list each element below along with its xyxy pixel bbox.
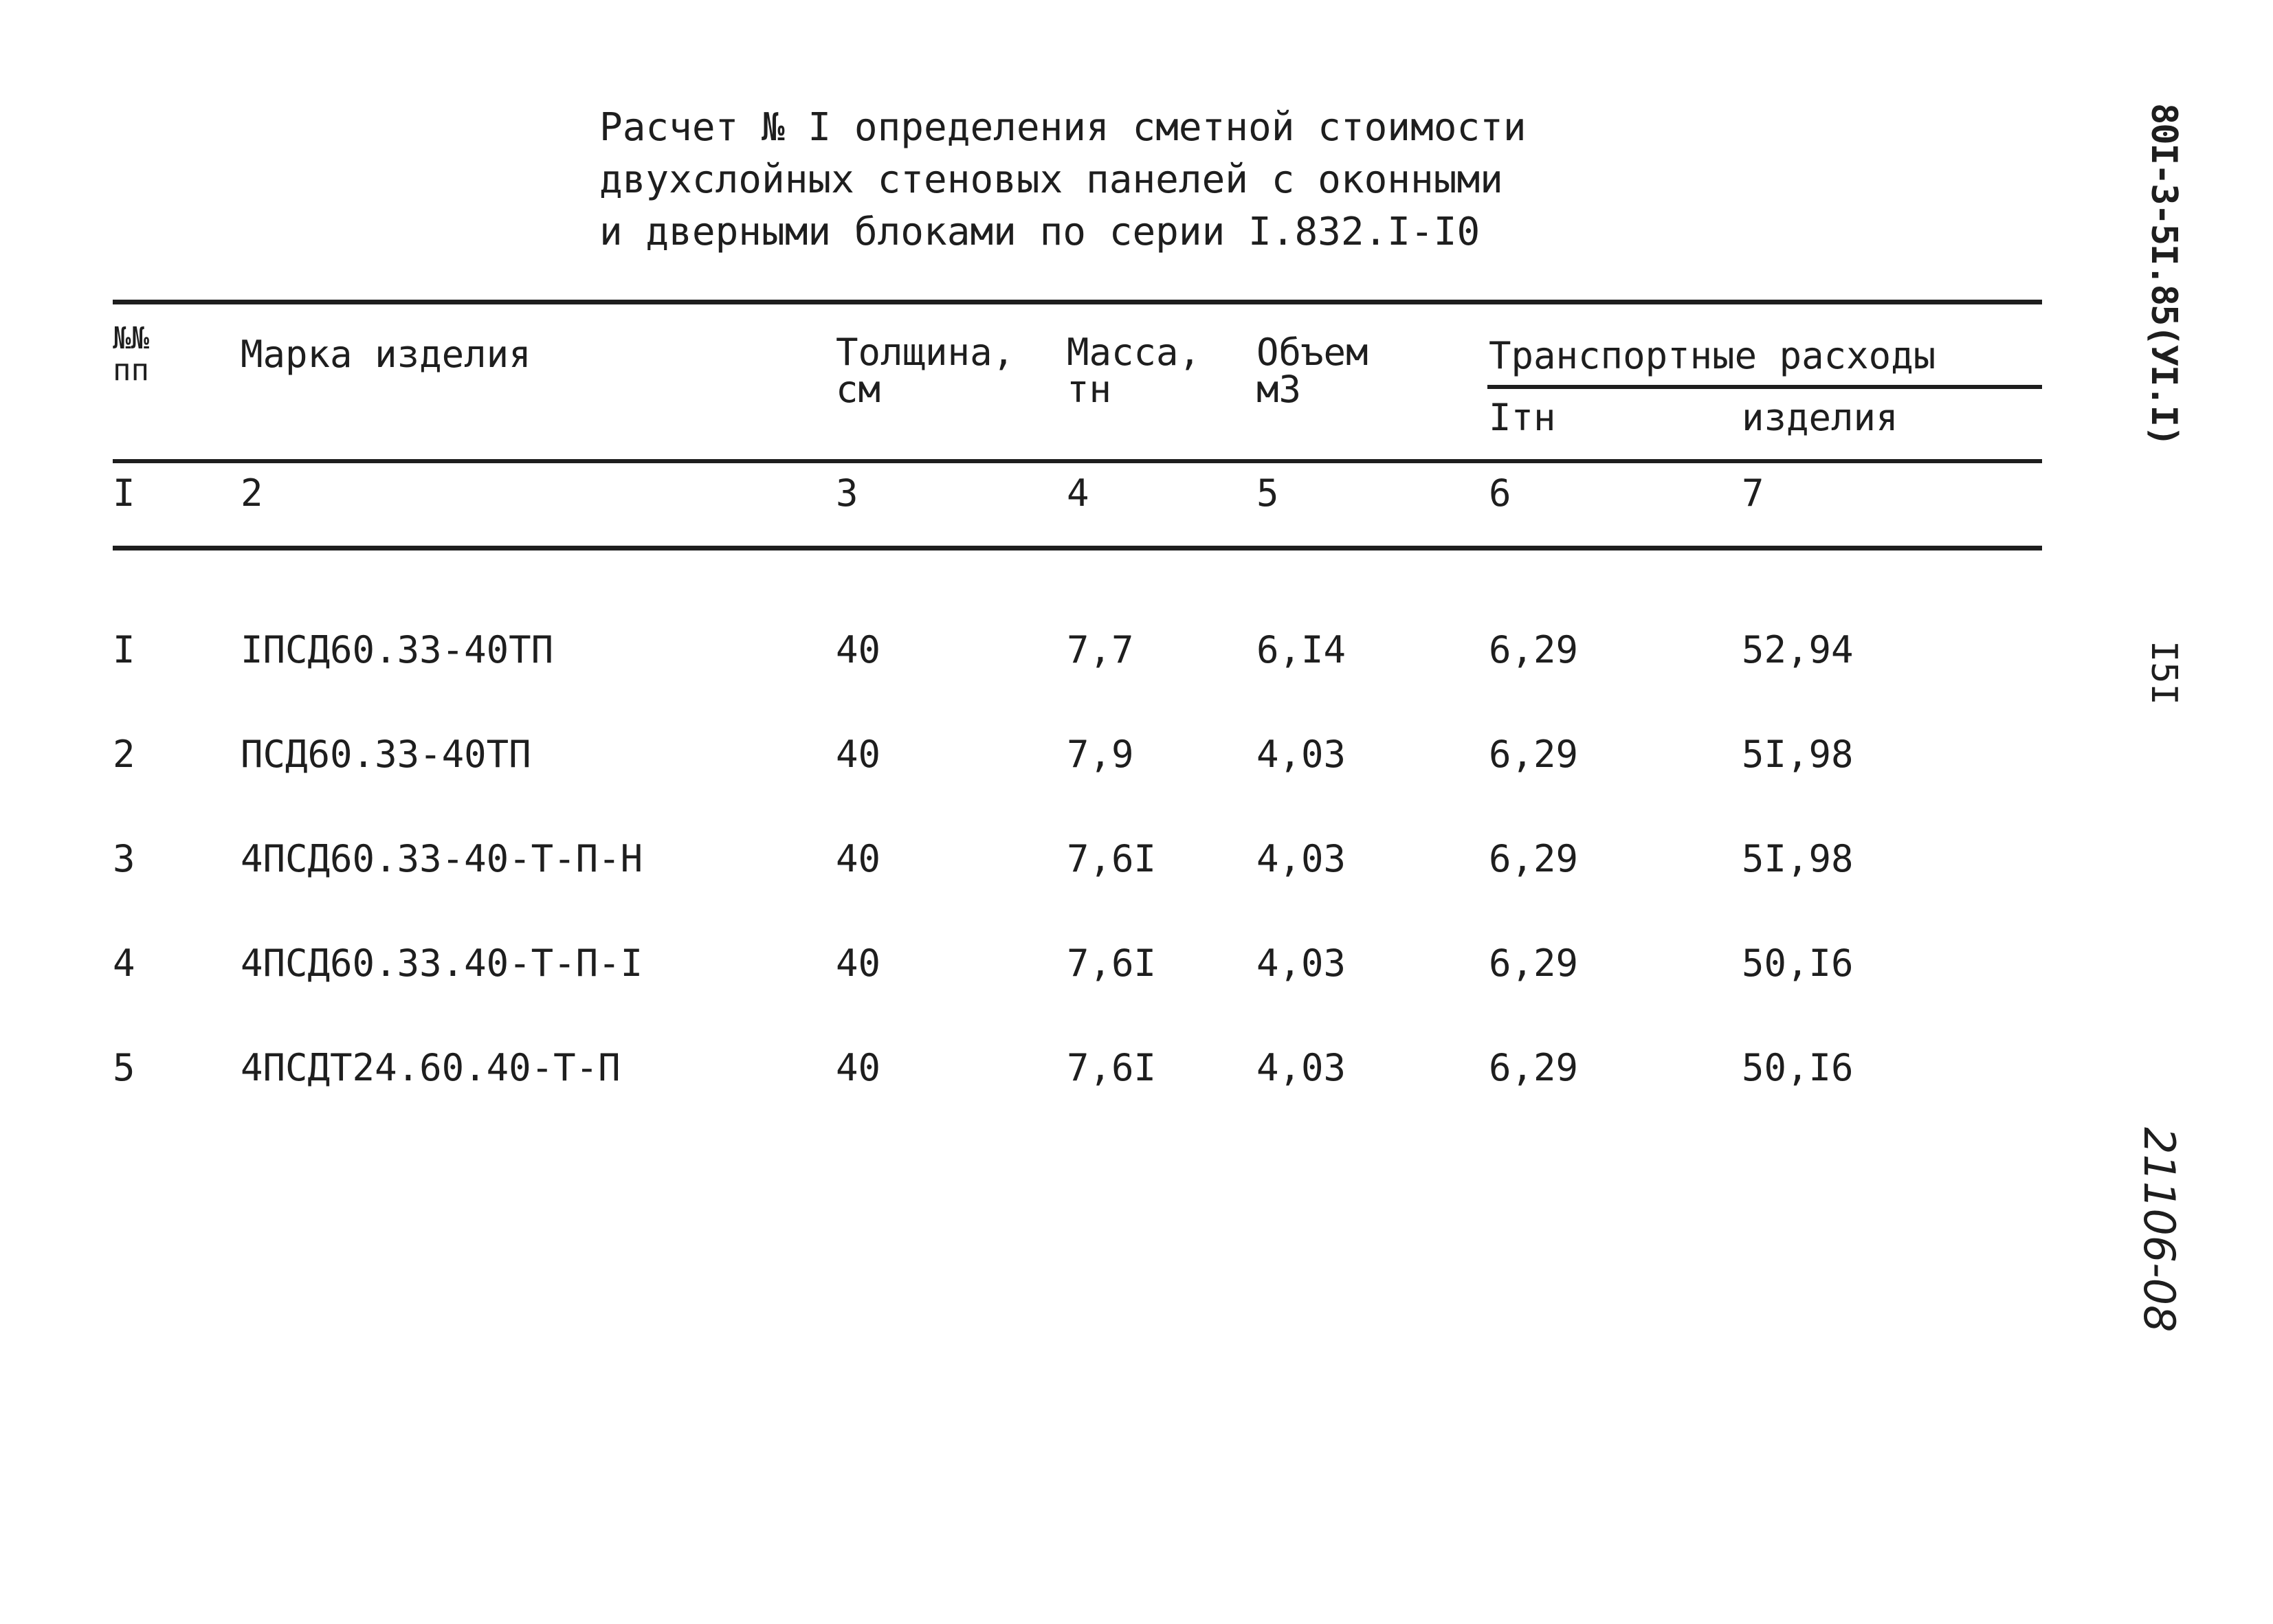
table-top-rule xyxy=(113,300,2042,304)
row-volume: 6,I4 xyxy=(1256,628,1346,671)
row-per-ton: 6,29 xyxy=(1489,733,1579,776)
row-mass: 7,9 xyxy=(1067,733,1134,776)
row-thickness: 40 xyxy=(836,733,881,776)
row-volume: 4,03 xyxy=(1256,837,1346,880)
header-mark: Марка изделия xyxy=(241,333,531,376)
row-per-item: 5I,98 xyxy=(1742,837,1854,880)
column-number-3: 3 xyxy=(836,471,858,515)
header-transport-per-ton: Iтн xyxy=(1489,396,1556,439)
row-volume: 4,03 xyxy=(1256,733,1346,776)
column-number-2: 2 xyxy=(241,471,263,515)
column-number-4: 4 xyxy=(1067,471,1089,515)
row-per-ton: 6,29 xyxy=(1489,1046,1579,1089)
row-num: 3 xyxy=(113,837,135,880)
row-per-ton: 6,29 xyxy=(1489,628,1579,671)
row-thickness: 40 xyxy=(836,942,881,985)
row-volume: 4,03 xyxy=(1256,942,1346,985)
row-mark: 4ПСД60.33-40-Т-П-Н xyxy=(241,837,643,880)
title-line-1: Расчет № I определения сметной стоимости xyxy=(599,105,1527,150)
title-line-3: и дверными блоками по серии I.832.I-I0 xyxy=(599,210,1481,254)
row-mark: 4ПСД60.33.40-Т-П-I xyxy=(241,942,643,985)
row-thickness: 40 xyxy=(836,628,881,671)
row-thickness: 40 xyxy=(836,837,881,880)
row-mass: 7,6I xyxy=(1067,837,1157,880)
document-title xyxy=(599,102,1527,258)
row-num: 5 xyxy=(113,1046,135,1089)
row-per-ton: 6,29 xyxy=(1489,837,1579,880)
column-number-1: I xyxy=(113,471,135,515)
side-page-number: I5I xyxy=(2143,641,2184,705)
row-mark: IПСД60.33-40ТП xyxy=(241,628,554,671)
column-numbers-rule xyxy=(113,546,2042,550)
header-thickness: Толщина, см xyxy=(836,331,1015,411)
column-number-5: 5 xyxy=(1256,471,1279,515)
title-line-2: двухслойных стеновых панелей с оконными xyxy=(599,157,1503,202)
row-num: 4 xyxy=(113,942,135,985)
header-transport-per-item: изделия xyxy=(1742,396,1898,439)
row-num: 2 xyxy=(113,733,135,776)
row-per-item: 52,94 xyxy=(1742,628,1854,671)
column-number-6: 6 xyxy=(1489,471,1511,515)
header-bottom-rule xyxy=(113,459,2042,463)
row-per-item: 50,I6 xyxy=(1742,1046,1854,1089)
row-mass: 7,6I xyxy=(1067,1046,1157,1089)
row-per-item: 5I,98 xyxy=(1742,733,1854,776)
side-document-code: 80I-3-5I.85(УI.I) xyxy=(2143,103,2184,446)
header-transport: Транспортные расходы xyxy=(1489,334,1936,377)
row-mark: ПСД60.33-40ТП xyxy=(241,733,531,776)
side-inventory-number: 21106-08 xyxy=(2134,1127,2184,1333)
header-volume: Объем м3 xyxy=(1256,331,1368,411)
row-per-ton: 6,29 xyxy=(1489,942,1579,985)
row-thickness: 40 xyxy=(836,1046,881,1089)
row-mass: 7,6I xyxy=(1067,942,1157,985)
row-per-item: 50,I6 xyxy=(1742,942,1854,985)
row-num: I xyxy=(113,628,135,671)
row-mass: 7,7 xyxy=(1067,628,1134,671)
transport-group-rule xyxy=(1487,385,2042,389)
row-mark: 4ПСДТ24.60.40-Т-П xyxy=(241,1046,621,1089)
header-num: №№ пп xyxy=(113,321,149,388)
column-number-7: 7 xyxy=(1742,471,1764,515)
row-volume: 4,03 xyxy=(1256,1046,1346,1089)
header-mass: Масса, тн xyxy=(1067,331,1201,411)
